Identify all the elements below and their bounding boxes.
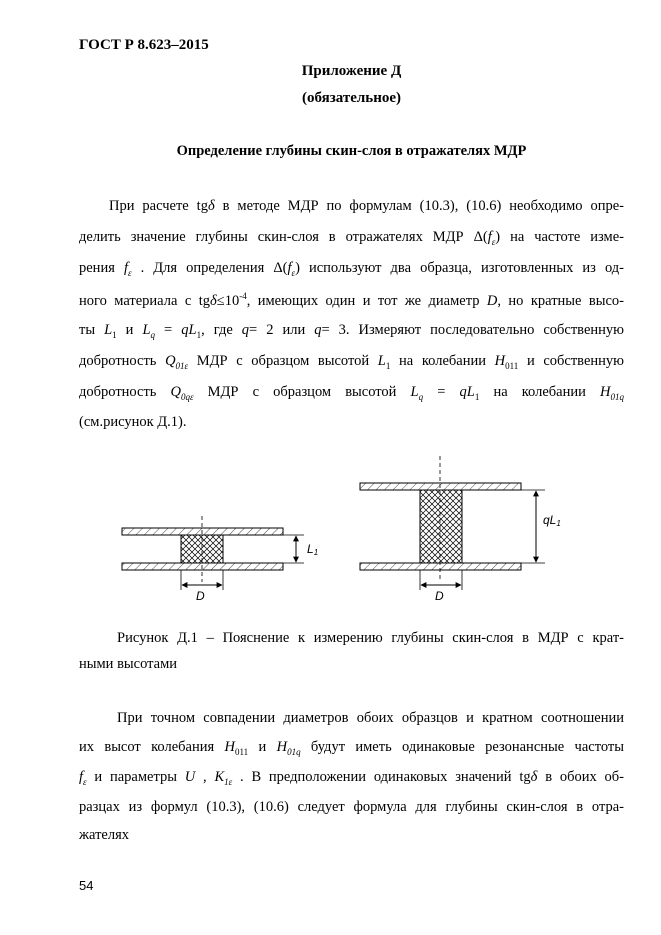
text: разцах из формул (10.3), (10.6) следует формула для глубины скин-слоя в отра- (79, 799, 624, 815)
text: , (195, 769, 215, 785)
text: в обоих об- (537, 769, 624, 785)
text: делить значение глубины скин-слоя в отражателях МДР (79, 229, 474, 245)
text: и собственную (518, 353, 624, 369)
text: и параметры (86, 769, 185, 785)
paragraph-1-line-5 (79, 322, 624, 340)
text: (см.рисунок Д.1). (79, 414, 187, 430)
text: на частоте изме- (500, 229, 624, 245)
math-f: f (487, 229, 492, 245)
text: При точном совпадении диаметров обоих образцов и кратном соотношении (117, 710, 624, 726)
math-sub: 1 (385, 360, 391, 371)
math-sub: 0qε (181, 391, 194, 402)
math-f: f (123, 260, 128, 276)
paragraph-2-line-1 (79, 710, 624, 727)
text: добротность (79, 353, 166, 369)
math-K: K (214, 769, 225, 785)
text: . В предположении одинаковых значений tg (232, 769, 531, 785)
top-reflector-plate (122, 528, 283, 535)
paragraph-1-line-2 (79, 229, 624, 247)
text: их высот колебания (79, 739, 225, 755)
math-sub: 01ε (175, 360, 189, 371)
math-L: L (142, 322, 151, 338)
bottom-reflector-plate (360, 563, 521, 570)
text: = 3. Измеряют последовательно собственную (321, 322, 624, 338)
text: в методе МДР по формулам (10.3), (10.6) необходимо опре- (214, 198, 625, 214)
math-sub: ε (127, 267, 132, 278)
sample-short (181, 535, 223, 563)
text: , но кратные высо- (497, 292, 625, 309)
paragraph-1-line-7 (79, 384, 624, 402)
paragraph-1-line-8 (79, 414, 624, 431)
math-Q: Q (165, 353, 176, 369)
math-sub: ε (291, 267, 296, 278)
math: Δ( (273, 260, 288, 276)
math-sub: 01q (287, 746, 301, 757)
math-q: q (314, 322, 322, 338)
text: жателях (79, 827, 130, 843)
text: ного материала с tg (79, 292, 210, 309)
label-L1: L1 (307, 542, 319, 557)
math-sub: 1 (474, 391, 480, 402)
math-sub: 1ε (224, 776, 233, 787)
paragraph-1-line-1 (79, 198, 624, 215)
math: = (423, 384, 460, 400)
standard-designation: ГОСТ Р 8.623–2015 (79, 37, 209, 53)
math-sub: 011 (505, 360, 519, 371)
text: и (248, 739, 277, 755)
label-D-right: D (435, 589, 444, 603)
figure-caption-line-1: Рисунок Д.1 – Пояснение к измерению глубины скин-слоя в МДР с крат- (117, 630, 624, 646)
text: При расчете tg (109, 198, 208, 214)
text: МДР с образцом высотой (193, 384, 411, 400)
math-sub: q (150, 329, 156, 340)
paragraph-1-line-3 (79, 260, 624, 278)
math-Q: Q (170, 384, 181, 400)
page-number: 54 (79, 878, 94, 893)
text: МДР с образцом высотой (188, 353, 378, 369)
text: на колебании (479, 384, 600, 400)
math-q: q (241, 322, 250, 338)
paragraph-1-line-6 (79, 353, 624, 371)
appendix-title: Приложение Д (301, 63, 402, 79)
text: будут иметь одинаковые резонансные частоты (300, 739, 624, 755)
paragraph-2-line-2 (79, 739, 624, 757)
math-f: f (79, 769, 84, 785)
bottom-reflector-plate (122, 563, 283, 570)
math-delta: δ (209, 292, 217, 309)
math: ) (495, 229, 501, 245)
math-sub: 1 (112, 329, 117, 340)
top-reflector-plate (360, 483, 521, 490)
text: на колебании (390, 353, 495, 369)
math: Δ( (473, 229, 488, 245)
math-H: H (494, 353, 506, 369)
math: = (155, 322, 182, 338)
math-H: H (600, 384, 611, 400)
math-L: L (410, 384, 419, 400)
math-delta: δ (207, 198, 215, 214)
math-H: H (224, 739, 235, 755)
text: ты (79, 322, 105, 338)
math-sub: q (418, 391, 424, 402)
label-qL1: qL1 (543, 513, 561, 528)
text: , где (201, 322, 242, 338)
paragraph-2-line-3 (79, 769, 624, 787)
text: и (116, 322, 143, 338)
math: ) (295, 260, 300, 276)
text: рения (79, 260, 124, 276)
math-exp: -4 (239, 291, 247, 301)
math-D: D (486, 292, 498, 309)
figure-caption-line-2: ными высотами (79, 656, 178, 672)
sample-tall (420, 490, 462, 563)
text: добротность (79, 384, 171, 400)
math-sub: ε (491, 236, 496, 247)
paragraph-2-line-4 (79, 799, 624, 816)
math-L: L (377, 353, 386, 369)
text: используют два образца, изготовленных из од- (299, 260, 624, 276)
math: ≤10 (216, 292, 240, 309)
math-delta: δ (530, 769, 538, 785)
text: = 2 или (249, 322, 315, 338)
label-D-left: D (196, 589, 205, 603)
math-L: L (104, 322, 113, 338)
resonator-tall (360, 456, 561, 603)
appendix-status: (обязательное) (301, 90, 402, 106)
paragraph-2-line-5 (79, 827, 624, 844)
math-sub: 01q (610, 391, 624, 402)
resonator-short (122, 516, 318, 603)
section-title: Определение глубины скин-слоя в отражателях МДР (176, 143, 527, 159)
figure-d1 (0, 445, 661, 615)
math-sub: ε (83, 776, 87, 787)
math-f: f (287, 260, 292, 276)
math-H: H (276, 739, 288, 755)
math-qL: qL (181, 322, 197, 338)
math-qL: qL (459, 384, 475, 400)
paragraph-1-line-4 (79, 291, 624, 310)
math-sub: 011 (234, 746, 249, 757)
text: . Для определения (131, 260, 274, 276)
text: , имеющих один и тот же диаметр (246, 292, 487, 309)
math-sub: 1 (196, 329, 202, 340)
math-U: U (184, 769, 196, 785)
